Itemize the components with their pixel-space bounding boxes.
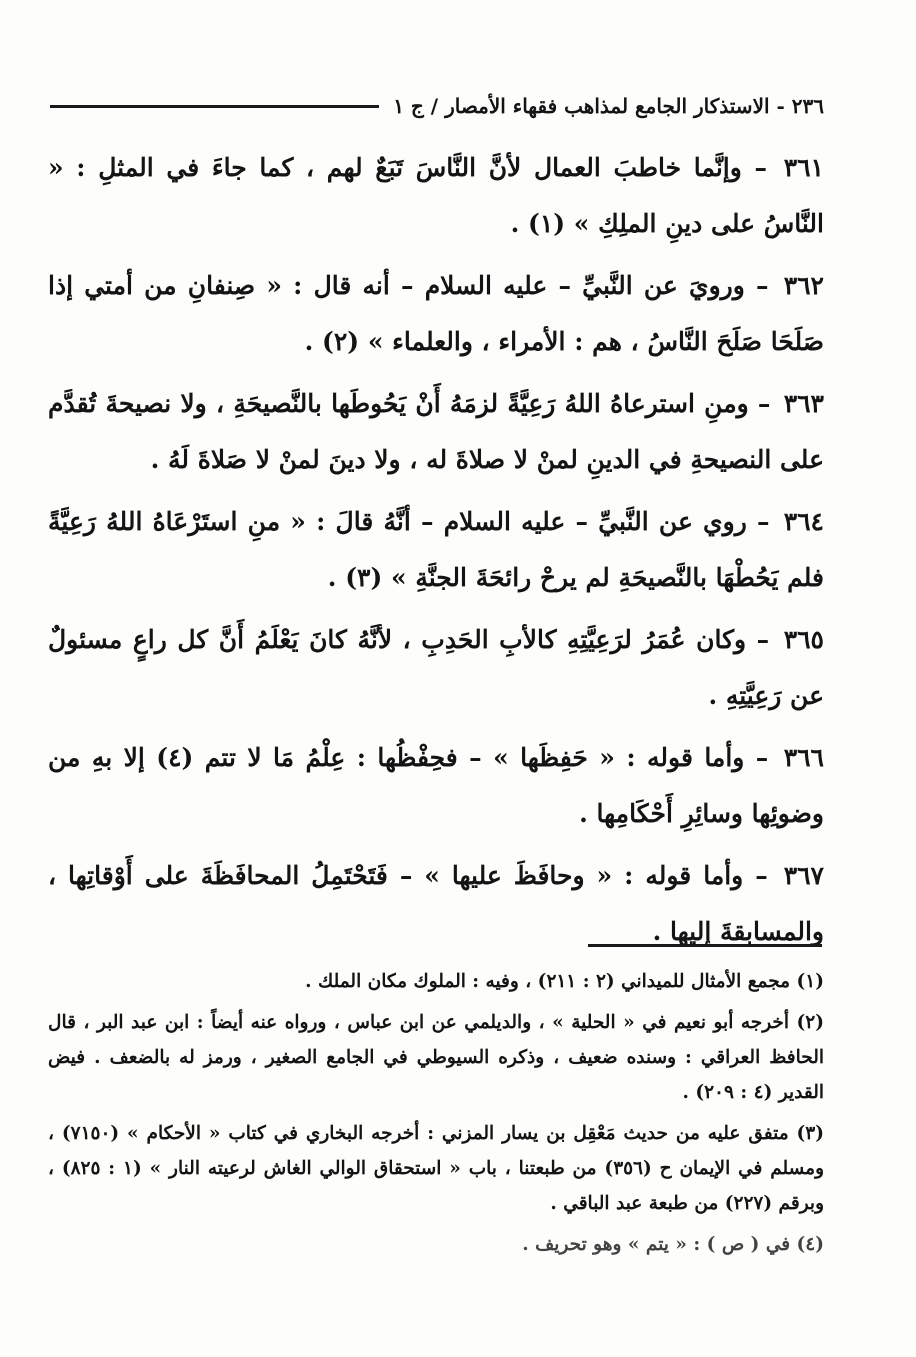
paragraph-text: – ومنِ استرعاهُ اللهُ رَعِيَّةً لزمَهُ أَنْ يَحُوطَها بالنَّصيحَةِ ، ولا نصيحةَ تُقدَّم على النصيحةِ في الدينِ لمنْ لا صلاةَ له ، ولا دينَ لمنْ لا صَلاةَ لَهُ . <box>48 389 824 474</box>
paragraph-365 <box>48 612 824 724</box>
paragraph-text: – وإنَّما خاطبَ العمال لأنَّ النَّاسَ تَبَعٌ لهم ، كما جاءَ في المثلِ : « النَّاسُ على دينِ الملِكِ » (١) . <box>48 153 824 238</box>
paragraph-text: – روي عن النَّبيِّ – عليه السلام – أنَّهُ قالَ : « منِ استَرْعَاهُ اللهُ رَعِيَّةً فلم يَحُطْهَا بالنَّصيحَةِ لم يرحْ رائحَةَ الجنَّةِ » (٣) . <box>48 507 824 592</box>
paragraph-number: ٣٦٦ <box>783 743 824 772</box>
paragraph-text: – وأما قوله : « وحافَظَ عليها » – فَتَحْتَمِلُ المحافَظَةَ على أَوْقاتِها ، والمسابقةَ إليها . <box>48 861 824 946</box>
paragraph-363 <box>48 376 824 488</box>
footnote-4: (٤) في ( ص ) : « يتم » وهو تحريف . <box>522 1234 824 1255</box>
footnote-1: (١) مجمع الأمثال للميداني (٢ : ٢١١) ، وفيه : الملوك مكان الملك . <box>305 971 824 992</box>
footnote-separator <box>588 944 822 947</box>
main-text <box>48 140 824 966</box>
paragraph-text: – وكان عُمَرُ لرَعِيَّتِهِ كالأبِ الحَدِبِ ، لأنَّهُ كانَ يَعْلَمُ أَنَّ كل راعٍ مسئولٌ عن رَعِيَّتِهِ . <box>48 625 824 710</box>
running-title: ٢٣٦ - الاستذكار الجامع لمذاهب فقهاء الأمصار / ج ١ <box>393 94 824 118</box>
paragraph-364 <box>48 494 824 606</box>
paragraph-number: ٣٦١ <box>783 153 824 182</box>
paragraph-number: ٣٦٢ <box>783 271 824 300</box>
header-rule <box>50 105 379 108</box>
paragraph-361 <box>48 140 824 252</box>
paragraph-366 <box>48 730 824 842</box>
footnotes <box>48 964 824 1268</box>
paragraph-number: ٣٦٧ <box>783 861 824 890</box>
footnote-2: (٢) أخرجه أبو نعيم في « الحلية » ، والديلمي عن ابن عباس ، ورواه عنه أيضاً : ابن عبد البر ، قال الحافظ العراقي : وسنده ضعيف ، وذكره السيوطي في الجامع الصغير ، ورمز له بالضعف . فيض القدير (٤ : ٢٠٩) . <box>48 1012 824 1103</box>
paragraph-number: ٣٦٤ <box>783 507 824 536</box>
paragraph-362 <box>48 258 824 370</box>
footnote-3: (٣) متفق عليه من حديث مَعْقِل بن يسار المزني : أخرجه البخاري في كتاب « الأحكام » (٧١٥٠) ، ومسلم في الإيمان ح (٣٥٦) من طبعتنا ، باب « استحقاق الوالي الغاش لرعيته النار » (١ : ٨٢٥) ، وبرقم (٢٢٧) من طبعة عبد الباقي . <box>48 1123 825 1214</box>
paragraph-text: – ورويَ عن النَّبيِّ – عليه السلام – أنه قال : « صِنفانِ من أمتي إذا صَلَحَا صَلَحَ النَّاسُ ، هم : الأمراء ، والعلماء » (٢) . <box>48 271 824 356</box>
paragraph-number: ٣٦٣ <box>783 389 824 418</box>
page-header <box>50 86 824 126</box>
paragraph-text: – وأما قوله : « حَفِظَها » – فحِفْظُها : عِلْمُ مَا لا تتم (٤) إلا بهِ من وضوئِها وسائِرِ أَحْكَامِها . <box>48 743 824 828</box>
paragraph-number: ٣٦٥ <box>783 625 824 654</box>
